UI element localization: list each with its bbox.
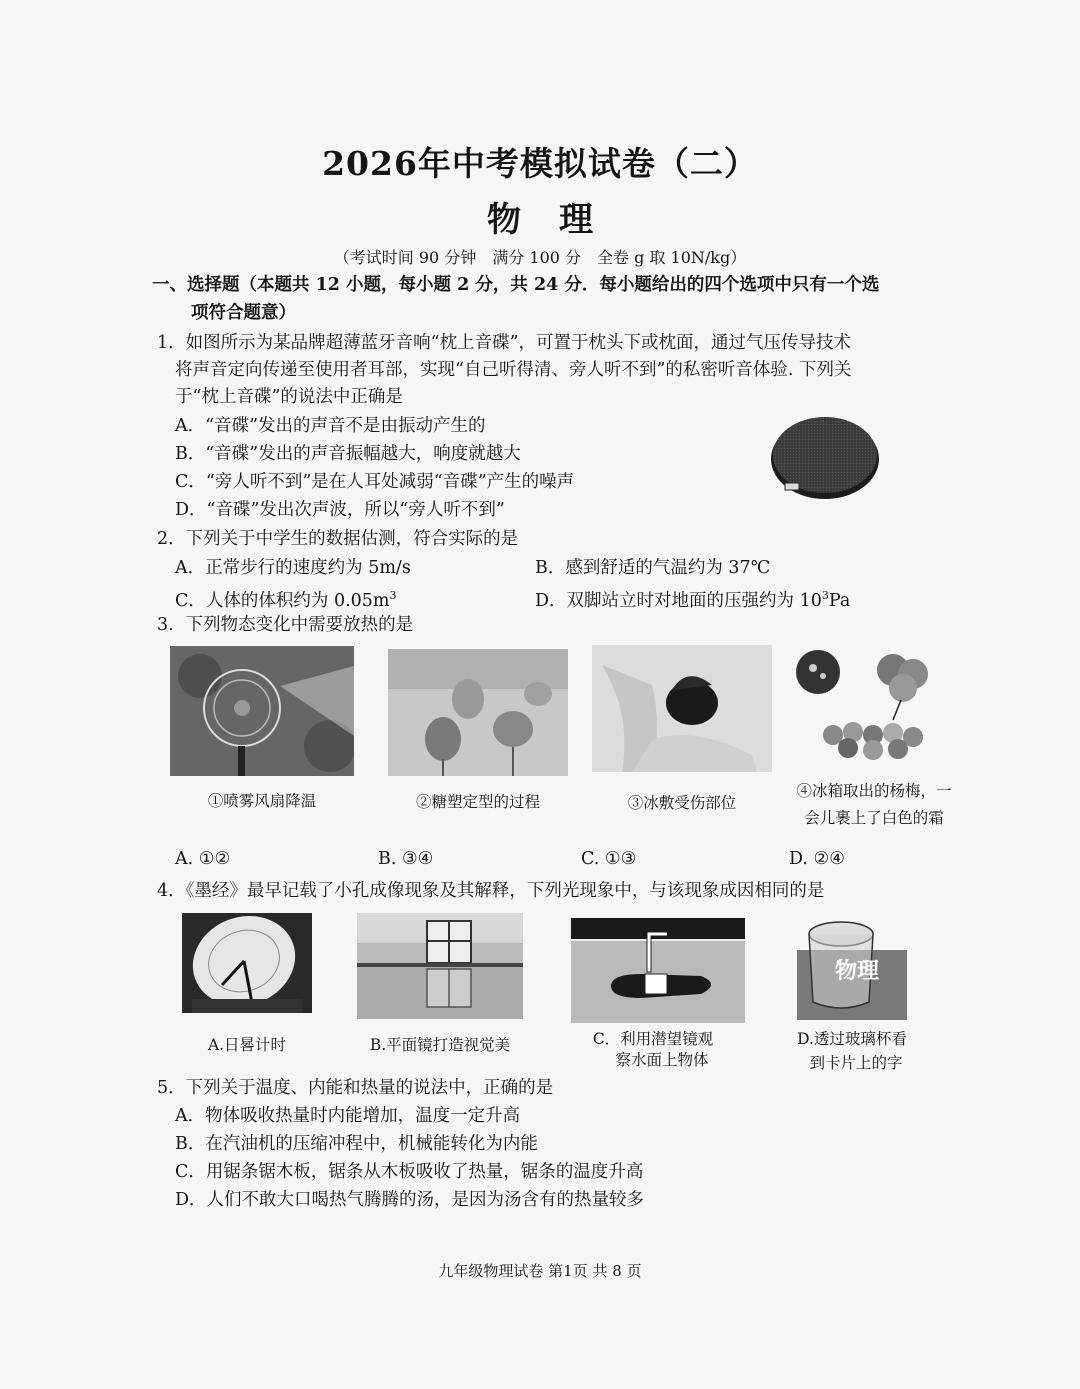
q4-caption-b: B.平面镜打造视觉美 [369,1036,511,1054]
page-footer: 九年级物理试卷 第1页 共 8 页 [438,1262,642,1280]
page-title: 2026年中考模拟试卷（二） [322,144,758,183]
q1-option-a[interactable]: A．“音碟”发出的声音不是由振动产生的 [175,416,486,436]
q3-caption-3: ③冰敷受伤部位 [627,794,737,812]
q4-caption-d-cont: 到卡片上的字 [809,1054,903,1072]
q3-caption-1: ①喷雾风扇降温 [207,792,317,810]
q2-option-a[interactable]: A．正常步行的速度约为 5m/s [175,558,411,578]
q1-option-d[interactable]: D．“音碟”发出次声波，所以“旁人听不到” [175,500,505,520]
section-heading-cont: 项符合题意） [191,303,296,323]
section-heading: 一、选择题（本题共 12 小题，每小题 2 分，共 24 分．每小题给出的四个选项中只有一个选 [152,275,880,295]
exam-info: （考试时间 90 分钟 满分 100 分 全卷 g 取 10N/kg） [333,248,747,267]
sugar-figure-photo [388,649,568,776]
q4-caption-c: C．利用潜望镜观 [592,1030,714,1048]
q4-caption-d: D.透过玻璃杯看 [797,1030,907,1048]
q1-stem-line3: 于“枕上音碟”的说法中正确是 [175,387,403,407]
q5-option-b[interactable]: B．在汽油机的压缩冲程中，机械能转化为内能 [175,1134,538,1154]
q2-option-c[interactable]: C．人体的体积约为 $0.05m^3$ [175,589,397,611]
bayberry-frost-photo [793,640,939,760]
q3-option-c[interactable]: C. ①③ [581,849,637,869]
q2-stem: 2．下列关于中学生的数据估测，符合实际的是 [157,529,519,549]
q4-caption-a: A.日晷计时 [207,1036,287,1054]
ice-pack-photo [592,645,772,772]
glass-cup-photo [797,916,907,1020]
q5-stem: 5．下列关于温度、内能和热量的说法中，正确的是 [157,1078,554,1098]
q3-stem: 3．下列物态变化中需要放热的是 [157,615,414,635]
q5-option-c[interactable]: C．用锯条锯木板，锯条从木板吸收了热量，锯条的温度升高 [175,1162,644,1182]
q3-caption-2: ②糖塑定型的过程 [415,793,540,811]
spray-fan-photo [170,646,354,776]
sundial-photo [182,913,312,1013]
card-text: 物理 [835,959,880,984]
speaker-disc-icon [765,405,885,505]
q2-option-b[interactable]: B．感到舒适的气温约为 37℃ [535,558,771,578]
q3-caption-4: ④冰箱取出的杨梅，一 [796,782,952,800]
q1-option-b[interactable]: B．“音碟”发出的声音振幅越大，响度就越大 [175,444,521,464]
q4-stem: 4．《墨经》最早记载了小孔成像现象及其解释，下列光现象中，与该现象成因相同的是 [157,881,825,901]
q3-option-a[interactable]: A. ①② [175,849,231,869]
mirror-pool-photo [357,913,523,1019]
subject-title: 物理 [487,200,631,240]
periscope-photo [571,918,745,1023]
q2-option-d[interactable]: D．双脚站立时对地面的压强约为 $10^3Pa$ [535,589,851,611]
q5-option-d[interactable]: D．人们不敢大口喝热气腾腾的汤，是因为汤含有的热量较多 [175,1190,645,1210]
q1-stem: 1．如图所示为某品牌超薄蓝牙音响“枕上音碟”，可置于枕头下或枕面，通过气压传导技术 [157,333,852,353]
q1-stem-line2: 将声音定向传递至使用者耳部，实现“自己听得清、旁人听不到”的私密听音体验. 下列关 [175,360,852,380]
q3-option-b[interactable]: B. ③④ [378,849,434,869]
q3-caption-4-cont: 会儿裹上了白色的霜 [804,809,944,827]
q3-option-d[interactable]: D. ②④ [789,849,845,869]
q1-option-c[interactable]: C．“旁人听不到”是在人耳处减弱“音碟”产生的噪声 [175,472,575,492]
q5-option-a[interactable]: A．物体吸收热量时内能增加，温度一定升高 [175,1106,521,1126]
q4-caption-c-cont: 察水面上物体 [615,1051,709,1069]
